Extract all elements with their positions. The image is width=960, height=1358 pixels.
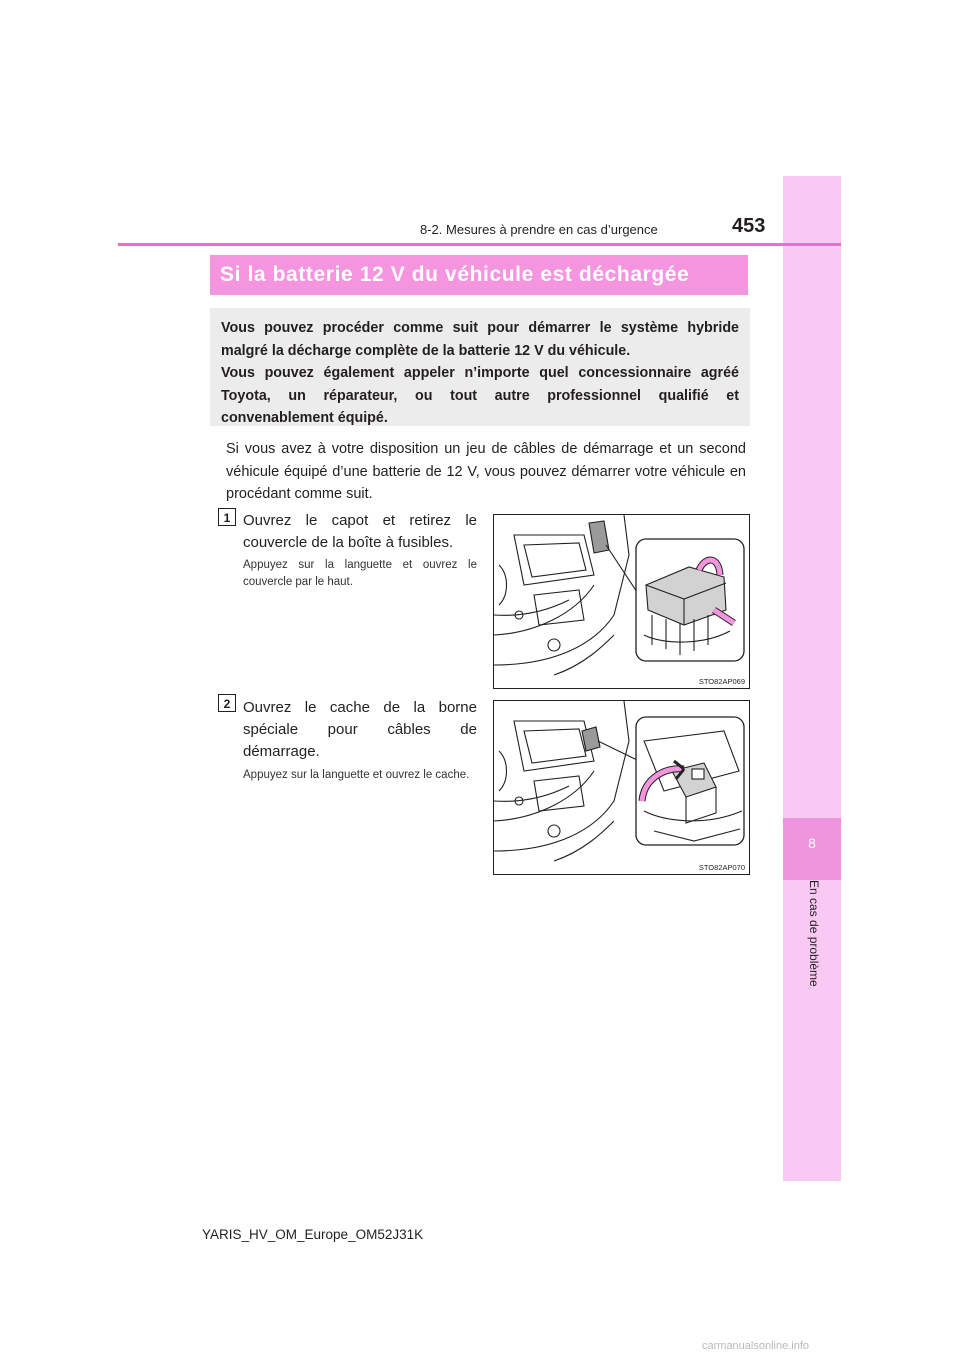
watermark: carmanualsonline.info — [702, 1340, 810, 1352]
fuse-box-illustration — [493, 514, 750, 689]
fuse-box-drawing — [494, 515, 749, 688]
step-number-1: 1 — [218, 508, 236, 526]
illustration-code: STO82AP069 — [698, 677, 745, 686]
footer-document-id: YARIS_HV_OM_Europe_OM52J31K — [202, 1227, 424, 1242]
intro-paragraph-1: Vous pouvez procéder comme suit pour démarrer le système hybride malgré la décharge complète de la batterie 12 V du véhicule. — [221, 320, 739, 359]
terminal-cover-illustration — [493, 700, 750, 875]
chapter-heading: 8-2. Mesures à prendre en cas d’urgence — [420, 222, 658, 237]
page-number: 453 — [732, 215, 766, 237]
step-1-text: Ouvrez le capot et retirez le couvercle de la boîte à fusibles. — [243, 512, 477, 551]
body-paragraph: Si vous avez à votre disposition un jeu de câbles de démarrage et un second véhicule équipé d’une batterie de 12 V, vous pouvez démarrer votre véhicule en procédant comme suit. — [226, 441, 746, 502]
intro-box — [210, 308, 750, 426]
terminal-cover-drawing — [494, 701, 749, 874]
illustration-code: STO82AP070 — [698, 863, 745, 872]
side-tab-number: 8 — [808, 835, 816, 851]
step-2-note: Appuyez sur la languette et ouvrez le cache. — [243, 769, 470, 781]
side-tab — [783, 176, 841, 1181]
intro-paragraph-2: Vous pouvez également appeler n’importe quel concessionnaire agréé Toyota, un réparateur, ou tout autre professionnel qualifié et convenablement équipé. — [221, 365, 739, 427]
step-number-2: 2 — [218, 694, 236, 712]
section-title: Si la batterie 12 V du véhicule est déchargée — [210, 255, 748, 295]
header-divider — [118, 243, 841, 246]
side-tab-label: En cas de problème — [807, 880, 821, 987]
step-2-text: Ouvrez le cache de la borne spéciale pour câbles de démarrage. — [243, 699, 477, 760]
step-1-note: Appuyez sur la languette et ouvrez le couvercle par le haut. — [243, 559, 477, 588]
